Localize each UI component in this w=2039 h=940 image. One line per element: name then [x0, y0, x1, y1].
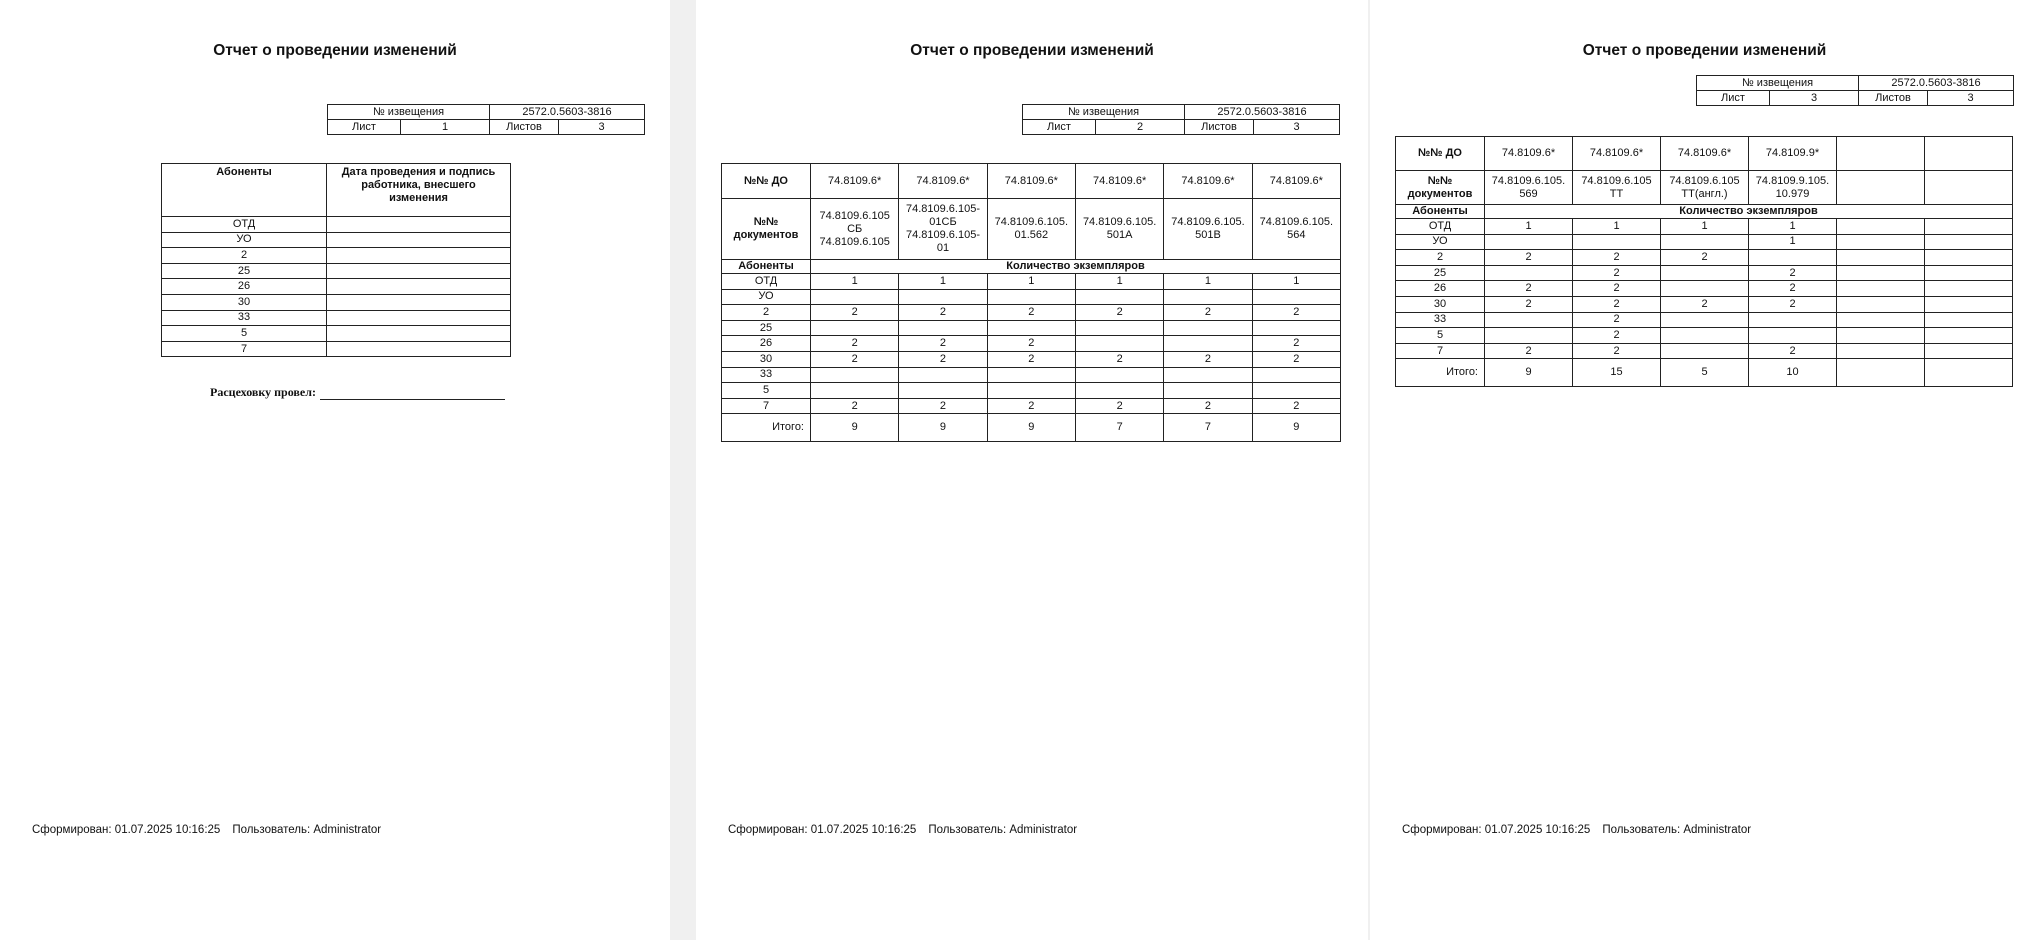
sheet-label: Лист [328, 120, 401, 135]
quantity-cell: 2 [899, 398, 987, 414]
quantity-cell: 2 [987, 398, 1075, 414]
quantity-cell: 2 [1573, 343, 1661, 359]
date-signature-cell[interactable] [327, 248, 511, 264]
quantity-label: Количество экземпляров [811, 260, 1341, 274]
quantity-cell: 2 [1485, 296, 1573, 312]
subscriber-name: ОТД [162, 217, 327, 233]
quantity-cell [1837, 328, 1925, 344]
table-row [162, 341, 511, 357]
total-cell: 9 [1252, 414, 1340, 442]
quantity-cell [899, 383, 987, 399]
do-cell [1925, 137, 2013, 171]
date-signature-cell[interactable] [327, 294, 511, 310]
do-cell: 74.8109.6* [1485, 137, 1573, 171]
quantity-cell: 2 [1485, 250, 1573, 266]
quantity-cell [1252, 289, 1340, 305]
table-row [1396, 296, 2013, 312]
quantity-cell [1661, 312, 1749, 328]
quantity-cell [1573, 234, 1661, 250]
doc-number-cell: 74.8109.6.105 СБ 74.8109.6.105 [811, 199, 899, 260]
do-cell [1837, 137, 1925, 171]
totals-row [1396, 359, 2013, 387]
quantity-cell [987, 289, 1075, 305]
subscribers-label: Абоненты [1396, 205, 1485, 219]
quantity-cell [1749, 250, 1837, 266]
docs-row [1396, 171, 2013, 205]
notice-label: № извещения [328, 105, 490, 120]
notice-header-table [1022, 104, 1340, 135]
subscribers-header-row [722, 260, 1341, 274]
quantity-cell [1164, 289, 1252, 305]
table-row [1396, 265, 2013, 281]
quantity-cell [1837, 343, 1925, 359]
quantity-cell: 2 [1075, 351, 1163, 367]
total-cell: 9 [987, 414, 1075, 442]
date-signature-cell[interactable] [327, 310, 511, 326]
quantity-cell [1485, 312, 1573, 328]
subscriber-name: 7 [722, 398, 811, 414]
total-cell: 7 [1075, 414, 1163, 442]
quantity-cell: 2 [811, 351, 899, 367]
quantity-cell [1749, 312, 1837, 328]
table-row [722, 398, 1341, 414]
docs-row [722, 199, 1341, 260]
quantity-cell [1661, 328, 1749, 344]
do-label: №№ ДО [722, 164, 811, 199]
notice-label: № извещения [1697, 76, 1859, 91]
quantity-cell: 2 [1573, 328, 1661, 344]
table-row [1396, 328, 2013, 344]
col-subscribers: Абоненты [162, 164, 327, 217]
quantity-cell: 1 [987, 274, 1075, 290]
doc-number-cell [1925, 171, 2013, 205]
footer-user: Пользователь: Administrator [232, 824, 382, 836]
quantity-cell [1485, 328, 1573, 344]
subscriber-name: 25 [1396, 265, 1485, 281]
quantity-cell: 2 [899, 351, 987, 367]
do-cell: 74.8109.6* [1252, 164, 1340, 199]
doc-number-cell: 74.8109.6.105 ТТ(англ.) [1661, 171, 1749, 205]
total-cell: 5 [1661, 359, 1749, 387]
quantity-cell [1837, 312, 1925, 328]
do-row [722, 164, 1341, 199]
total-cell: 9 [899, 414, 987, 442]
table-row [1396, 312, 2013, 328]
quantity-cell: 2 [1749, 343, 1837, 359]
quantity-cell: 2 [811, 305, 899, 321]
subscriber-name: 30 [722, 351, 811, 367]
date-signature-cell[interactable] [327, 341, 511, 357]
page-title: Отчет о проведении изменений [910, 42, 1154, 59]
quantity-cell [1925, 343, 2013, 359]
quantity-cell [1485, 265, 1573, 281]
footer [32, 824, 381, 836]
doc-number-cell: 74.8109.6.105-01СБ 74.8109.6.105-01 [899, 199, 987, 260]
quantity-cell [899, 289, 987, 305]
quantity-cell [987, 320, 1075, 336]
quantity-cell: 2 [1485, 281, 1573, 297]
subscriber-name: ОТД [722, 274, 811, 290]
do-cell: 74.8109.6* [811, 164, 899, 199]
quantity-cell: 2 [811, 336, 899, 352]
table-row [722, 289, 1341, 305]
quantity-cell [1661, 234, 1749, 250]
notice-number: 2572.0.5603-3816 [1185, 105, 1340, 120]
doc-number-cell: 74.8109.6.105 ТТ [1573, 171, 1661, 205]
quantity-cell [1837, 250, 1925, 266]
quantity-cell: 2 [1485, 343, 1573, 359]
quantity-cell: 2 [1252, 351, 1340, 367]
date-signature-cell[interactable] [327, 263, 511, 279]
quantity-cell: 2 [1661, 250, 1749, 266]
docs-label: №№ документов [1396, 171, 1485, 205]
quantity-cell [1837, 265, 1925, 281]
table-row [162, 294, 511, 310]
quantity-cell [1164, 336, 1252, 352]
footer-user: Пользователь: Administrator [1602, 824, 1752, 836]
notice-header-table [327, 104, 645, 135]
signature-line[interactable] [320, 387, 505, 400]
quantity-cell: 1 [1075, 274, 1163, 290]
quantity-cell [1164, 367, 1252, 383]
do-cell: 74.8109.9* [1749, 137, 1837, 171]
sheet-number: 1 [401, 120, 490, 135]
subscriber-name: 33 [722, 367, 811, 383]
quantity-cell: 2 [1573, 281, 1661, 297]
quantity-cell [1661, 343, 1749, 359]
quantity-cell: 2 [1573, 265, 1661, 281]
quantity-cell: 2 [1661, 296, 1749, 312]
page-title: Отчет о проведении изменений [1582, 42, 1827, 59]
quantity-cell: 2 [987, 305, 1075, 321]
total-cell [1925, 359, 2013, 387]
quantity-cell [987, 367, 1075, 383]
quantity-cell: 1 [1252, 274, 1340, 290]
quantity-cell [1925, 265, 2013, 281]
subscriber-name: 7 [162, 341, 327, 357]
quantity-cell [1075, 289, 1163, 305]
total-label: Итого: [1396, 359, 1485, 387]
table-row [1396, 234, 2013, 250]
signature-label: Расцеховку провел: [210, 385, 316, 399]
doc-number-cell: 74.8109.6.105. 501В [1164, 199, 1252, 260]
date-signature-cell[interactable] [327, 217, 511, 233]
quantity-cell: 2 [1164, 305, 1252, 321]
docs-label: №№ документов [722, 199, 811, 260]
table-row [1396, 343, 2013, 359]
quantity-cell [1925, 281, 2013, 297]
quantity-cell [811, 320, 899, 336]
signature-field [210, 385, 505, 400]
subscriber-name: ОТД [1396, 219, 1485, 235]
subscriber-name: 2 [1396, 250, 1485, 266]
quantity-cell: 1 [1573, 219, 1661, 235]
subscriber-name: 33 [162, 310, 327, 326]
subscriber-name: 5 [162, 326, 327, 342]
quantity-cell: 1 [1164, 274, 1252, 290]
quantity-cell: 2 [1164, 398, 1252, 414]
footer-generated: Сформирован: 01.07.2025 10:16:25 [32, 824, 221, 836]
quantity-cell [1925, 328, 2013, 344]
quantity-cell [1837, 281, 1925, 297]
quantity-cell: 1 [1749, 219, 1837, 235]
total-cell: 9 [811, 414, 899, 442]
subscriber-name: 33 [1396, 312, 1485, 328]
date-signature-cell[interactable] [327, 326, 511, 342]
table-row [162, 310, 511, 326]
doc-number-cell: 74.8109.6.105. 569 [1485, 171, 1573, 205]
quantity-cell: 2 [1252, 398, 1340, 414]
quantity-cell [899, 367, 987, 383]
notice-number: 2572.0.5603-3816 [490, 105, 645, 120]
subscribers-header-row [1396, 205, 2013, 219]
quantity-cell: 2 [1164, 351, 1252, 367]
table-row [722, 320, 1341, 336]
notice-number: 2572.0.5603-3816 [1859, 76, 2014, 91]
doc-number-cell: 74.8109.6.105. 501А [1075, 199, 1163, 260]
do-cell: 74.8109.6* [899, 164, 987, 199]
footer [1402, 824, 1751, 836]
table-row [722, 305, 1341, 321]
quantity-cell: 2 [1252, 336, 1340, 352]
table-row [722, 367, 1341, 383]
quantity-cell: 2 [1749, 265, 1837, 281]
quantity-cell: 2 [987, 351, 1075, 367]
quantity-cell [1075, 367, 1163, 383]
do-cell: 74.8109.6* [1661, 137, 1749, 171]
footer-user: Пользователь: Administrator [928, 824, 1078, 836]
quantity-cell: 2 [1573, 296, 1661, 312]
quantity-cell: 2 [811, 398, 899, 414]
col-date-signature: Дата проведения и подпись работника, внесшего изменения [327, 164, 511, 217]
footer [728, 824, 1077, 836]
quantity-cell [899, 320, 987, 336]
date-signature-cell[interactable] [327, 232, 511, 248]
quantity-cell: 2 [899, 305, 987, 321]
quantity-cell [1925, 296, 2013, 312]
subscribers-table [161, 163, 511, 357]
total-cell: 10 [1749, 359, 1837, 387]
report-page-1 [0, 0, 670, 940]
do-cell: 74.8109.6* [1164, 164, 1252, 199]
quantity-cell [1837, 219, 1925, 235]
subscriber-name: 26 [722, 336, 811, 352]
total-label: Итого: [722, 414, 811, 442]
quantity-cell [1164, 383, 1252, 399]
quantity-label: Количество экземпляров [1485, 205, 2013, 219]
do-cell: 74.8109.6* [1573, 137, 1661, 171]
date-signature-cell[interactable] [327, 279, 511, 295]
quantity-cell [1925, 250, 2013, 266]
total-cell: 15 [1573, 359, 1661, 387]
sheet-number: 2 [1096, 120, 1185, 135]
footer-generated: Сформирован: 01.07.2025 10:16:25 [1402, 824, 1591, 836]
do-cell: 74.8109.6* [1075, 164, 1163, 199]
do-label: №№ ДО [1396, 137, 1485, 171]
sheet-label: Лист [1697, 91, 1770, 106]
subscribers-label: Абоненты [722, 260, 811, 274]
table-row [162, 326, 511, 342]
quantity-cell [1075, 336, 1163, 352]
table-row [162, 263, 511, 279]
subscriber-name: УО [1396, 234, 1485, 250]
footer-generated: Сформирован: 01.07.2025 10:16:25 [728, 824, 917, 836]
quantity-cell [987, 383, 1075, 399]
quantity-cell [1485, 234, 1573, 250]
doc-number-cell: 74.8109.6.105. 564 [1252, 199, 1340, 260]
quantity-cell: 1 [899, 274, 987, 290]
sheet-label: Лист [1023, 120, 1096, 135]
totals-row [722, 414, 1341, 442]
quantity-cell [1837, 296, 1925, 312]
table-row [162, 217, 511, 233]
quantity-cell: 2 [1252, 305, 1340, 321]
subscriber-name: 25 [162, 263, 327, 279]
sheets-label: Листов [490, 120, 559, 135]
table-row [1396, 250, 2013, 266]
table-row [722, 274, 1341, 290]
quantity-cell [1075, 320, 1163, 336]
quantity-cell: 2 [1749, 296, 1837, 312]
sheets-label: Листов [1859, 91, 1928, 106]
quantity-cell [811, 367, 899, 383]
subscriber-name: 5 [722, 383, 811, 399]
quantity-cell: 1 [1661, 219, 1749, 235]
table-row [722, 351, 1341, 367]
doc-number-cell [1837, 171, 1925, 205]
quantity-cell: 2 [1573, 312, 1661, 328]
subscriber-name: 30 [162, 294, 327, 310]
notice-label: № извещения [1023, 105, 1185, 120]
quantity-cell [1252, 367, 1340, 383]
doc-number-cell: 74.8109.6.105. 01.562 [987, 199, 1075, 260]
total-cell: 7 [1164, 414, 1252, 442]
sheets-total: 3 [1254, 120, 1340, 135]
subscriber-name: 30 [1396, 296, 1485, 312]
subscriber-name: 26 [1396, 281, 1485, 297]
sheet-number: 3 [1770, 91, 1859, 106]
subscriber-name: УО [162, 232, 327, 248]
subscriber-name: 2 [162, 248, 327, 264]
quantity-cell: 2 [1749, 281, 1837, 297]
table-row [162, 279, 511, 295]
quantity-cell [1837, 234, 1925, 250]
subscriber-name: 25 [722, 320, 811, 336]
quantity-cell: 2 [987, 336, 1075, 352]
quantity-cell: 2 [1075, 398, 1163, 414]
quantity-cell [1252, 383, 1340, 399]
table-row [1396, 281, 2013, 297]
copies-table [1395, 136, 2013, 387]
table-row [1396, 219, 2013, 235]
page-title: Отчет о проведении изменений [213, 42, 457, 59]
quantity-cell [811, 383, 899, 399]
quantity-cell [1661, 281, 1749, 297]
table-row [162, 232, 511, 248]
report-page-3 [1370, 0, 2039, 940]
table-row [162, 248, 511, 264]
quantity-cell: 1 [811, 274, 899, 290]
do-cell: 74.8109.6* [987, 164, 1075, 199]
doc-number-cell: 74.8109.9.105. 10.979 [1749, 171, 1837, 205]
table-row [722, 336, 1341, 352]
subscriber-name: 2 [722, 305, 811, 321]
sheets-total: 3 [1928, 91, 2014, 106]
table-row [722, 383, 1341, 399]
subscriber-name: 5 [1396, 328, 1485, 344]
quantity-cell: 2 [899, 336, 987, 352]
quantity-cell: 1 [1749, 234, 1837, 250]
quantity-cell [1252, 320, 1340, 336]
quantity-cell: 2 [1573, 250, 1661, 266]
sheets-total: 3 [559, 120, 645, 135]
quantity-cell [1749, 328, 1837, 344]
total-cell [1837, 359, 1925, 387]
subscriber-name: 7 [1396, 343, 1485, 359]
subscriber-name: УО [722, 289, 811, 305]
notice-header-table [1696, 75, 2014, 106]
quantity-cell [1164, 320, 1252, 336]
subscriber-name: 26 [162, 279, 327, 295]
quantity-cell [1661, 265, 1749, 281]
quantity-cell: 1 [1485, 219, 1573, 235]
quantity-cell [811, 289, 899, 305]
quantity-cell [1925, 312, 2013, 328]
quantity-cell [1075, 383, 1163, 399]
quantity-cell: 2 [1075, 305, 1163, 321]
sheets-label: Листов [1185, 120, 1254, 135]
copies-table [721, 163, 1341, 442]
total-cell: 9 [1485, 359, 1573, 387]
quantity-cell [1925, 219, 2013, 235]
do-row [1396, 137, 2013, 171]
report-page-2 [696, 0, 1368, 940]
quantity-cell [1925, 234, 2013, 250]
